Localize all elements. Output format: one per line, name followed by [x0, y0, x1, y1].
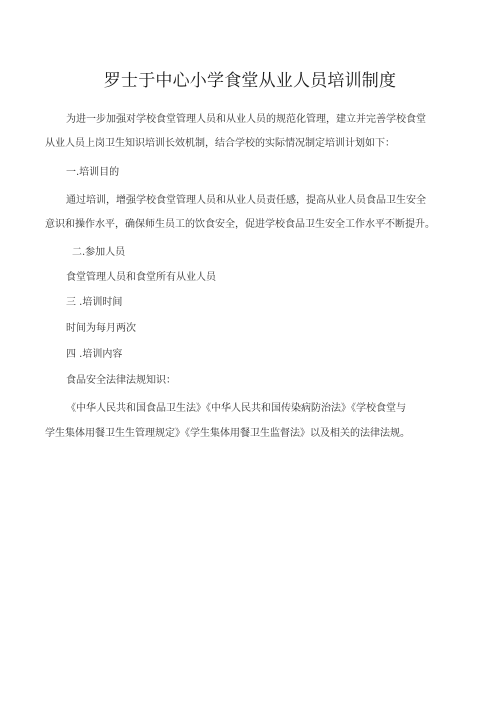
section-4-heading: 四 .培训内容 — [66, 349, 123, 360]
section-1-line-2: 意识和操作水平，确保师生员工的饮食安全，促进学校食品卫生安全工作水平不断提升。 — [45, 219, 435, 230]
intro-line-1: 为进一步加强对学校食堂管理人员和从业人员的规范化管理，建立并完善学校食堂 — [66, 114, 426, 125]
intro-line-2: 从业人员上岗卫生知识培训长效机制，结合学校的实际情况制定培训计划如下： — [45, 138, 395, 149]
section-4-laws-line-1: 《中华人民共和国食品卫生法》《中华人民共和国传染病防治法》《学校食堂与 — [66, 403, 406, 414]
section-1-line-1: 通过培训，增强学校食堂管理人员和从业人员责任感，提高从业人员食品卫生安全 — [66, 195, 426, 206]
section-3-heading: 三 .培训时间 — [66, 297, 123, 308]
section-1-heading: 一.培训目的 — [66, 167, 120, 178]
section-2-heading: 二.参加人员 — [72, 247, 126, 258]
document-title: 罗士于中心小学食堂从业人员培训制度 — [103, 71, 397, 91]
section-4-body: 食品安全法律法规知识： — [66, 375, 176, 386]
section-3-body: 时间为每月两次 — [66, 323, 136, 334]
section-2-body: 食堂管理人员和食堂所有从业人员 — [66, 272, 216, 283]
section-4-laws-line-2: 学生集体用餐卫生生管理规定》《学生集体用餐卫生监督法》以及相关的法律法规。 — [45, 428, 410, 439]
